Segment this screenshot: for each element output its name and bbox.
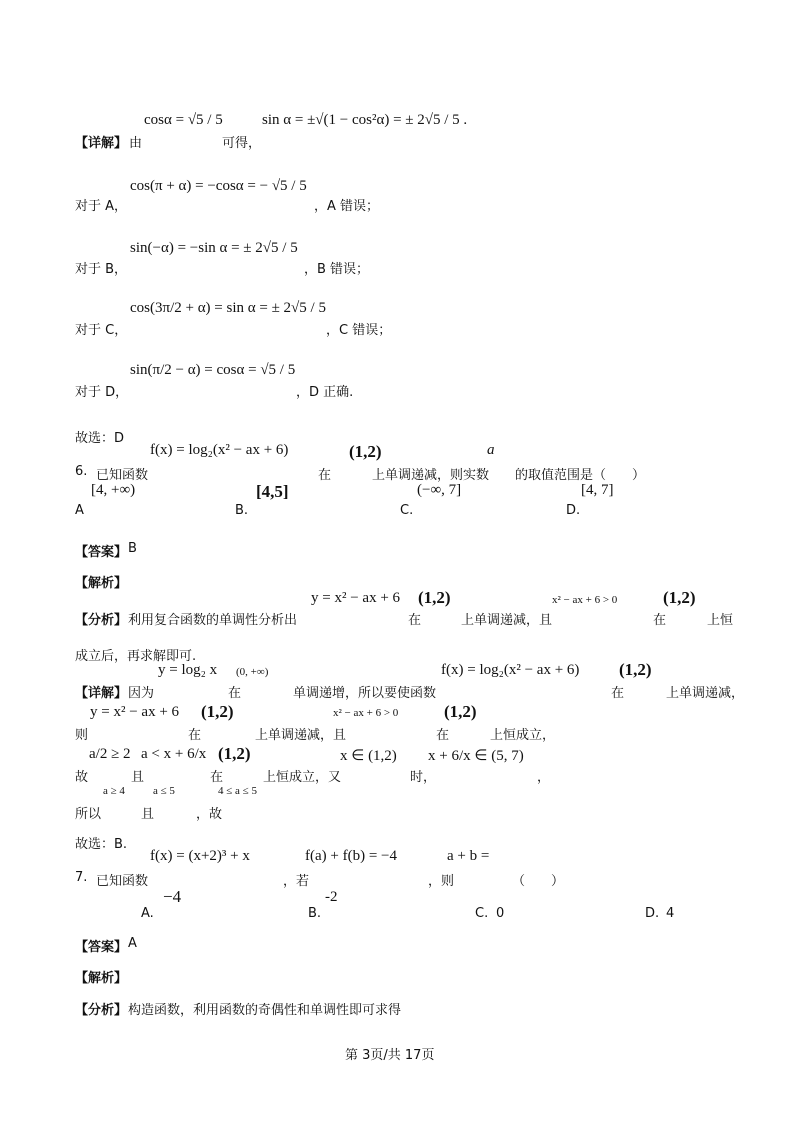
q6-x-f2: f(x) = log₂(x² − ax + 6) bbox=[441, 662, 580, 678]
check-c-verdict: ，C 错误； bbox=[326, 323, 392, 338]
check-b-prefix: 对于 B， bbox=[75, 262, 128, 277]
q6-x-gu: 故 bbox=[75, 770, 89, 785]
q7-paren: （ ） bbox=[512, 874, 565, 889]
q7-answer: A bbox=[128, 936, 137, 951]
q6-text1: 已知函数 bbox=[96, 468, 149, 483]
q6-fenxi-zai2: 在 bbox=[653, 613, 667, 628]
choice-d: 故选：D bbox=[75, 431, 125, 446]
q7-option-d-label: D. bbox=[645, 906, 660, 921]
q6-x-t6: 在 bbox=[188, 728, 202, 743]
q6-text4: 的取值范围是（ ） bbox=[515, 468, 646, 483]
q6-x-t11: 上恒成立，又 bbox=[263, 770, 342, 785]
q6-fenxi-t4: 成立后，再求解即可. bbox=[75, 649, 197, 664]
q6-x-comma: ， bbox=[537, 770, 551, 785]
q6-x-t2: 在 bbox=[228, 686, 242, 701]
q6-fenxi-f2: x² − ax + 6 > 0 bbox=[552, 594, 618, 606]
q6-analysis-label: 【解析】 bbox=[75, 576, 128, 591]
q6-fenxi-f1: y = x² − ax + 6 bbox=[311, 590, 401, 606]
q7-analysis-label: 【解析】 bbox=[75, 971, 128, 986]
q6-x-f6: a < x + 6/x bbox=[141, 746, 207, 762]
q6-fenxi-text: 利用复合函数的单调性分析出 bbox=[128, 613, 298, 628]
sin-formula: sin α = ±√(1 − cos²α) = ± 2√5 / 5 . bbox=[262, 112, 468, 128]
q6-xiangjie-label: 【详解】 bbox=[75, 686, 128, 701]
q6-option-a-label: A bbox=[75, 503, 84, 518]
q6-choice: 故选：B. bbox=[75, 837, 128, 852]
q6-option-d-value: [4, 7] bbox=[581, 482, 614, 498]
q7-option-b-value: -2 bbox=[325, 889, 338, 905]
q6-text2: 在 bbox=[318, 468, 332, 483]
q6-x-t7: 上单调递减，且 bbox=[255, 728, 347, 743]
q7-option-a-label: A. bbox=[141, 906, 154, 921]
q6-x-int4: (1,2) bbox=[218, 744, 251, 763]
q7-fenxi-label: 【分析】 bbox=[75, 1003, 128, 1018]
check-a-formula: cos(π + α) = −cosα = − √5 / 5 bbox=[130, 178, 307, 194]
q6-x-t12: 时， bbox=[410, 770, 437, 785]
q6-x-t9: 上恒成立， bbox=[490, 728, 556, 743]
q6-x-int3: (1,2) bbox=[444, 702, 477, 721]
q7-option-d-value: 4 bbox=[666, 906, 675, 921]
q7-number: 7. bbox=[75, 870, 88, 885]
q7-fenxi-text: 构造函数，利用函数的奇偶性和单调性即可求得 bbox=[128, 1003, 402, 1018]
q7-cond: f(a) + f(b) = −4 bbox=[305, 848, 398, 864]
q7-text1: 已知函数 bbox=[96, 874, 149, 889]
q6-x-f4: x² − ax + 6 > 0 bbox=[333, 707, 399, 719]
q6-x-t4: 在 bbox=[611, 686, 625, 701]
q6-func: f(x) = log₂(x² − ax + 6) bbox=[150, 442, 289, 458]
q6-fenxi-int2: (1,2) bbox=[663, 588, 696, 607]
q6-x-f5: a/2 ≥ 2 bbox=[89, 746, 131, 762]
q6-x-f8: x + 6/x ∈ (5, 7) bbox=[428, 748, 524, 764]
q6-x-int0: (0, +∞) bbox=[236, 666, 269, 678]
check-a-verdict: ，A 错误； bbox=[314, 199, 380, 214]
q6-text3: 上单调递减，则实数 bbox=[372, 468, 490, 483]
q6-x-int2: (1,2) bbox=[201, 702, 234, 721]
q7-option-c-label: C. bbox=[475, 906, 489, 921]
q6-answer-label: 【答案】 bbox=[75, 545, 128, 560]
q6-fenxi-zai: 在 bbox=[408, 613, 422, 628]
q6-x-f9: a ≥ 4 bbox=[103, 785, 125, 797]
q6-fenxi-int: (1,2) bbox=[418, 588, 451, 607]
q6-fenxi-t2: 上单调递减，且 bbox=[461, 613, 553, 628]
q6-x-suoyi: 所以 bbox=[75, 807, 102, 822]
q6-x-f1: y = log₂ x bbox=[158, 662, 218, 678]
check-d-formula: sin(π/2 − α) = cosα = √5 / 5 bbox=[130, 362, 296, 378]
q7-text2: ，若 bbox=[283, 874, 310, 889]
q6-option-b-label: B. bbox=[235, 503, 249, 518]
q6-x-t1: 因为 bbox=[128, 686, 155, 701]
q6-x-t8: 在 bbox=[436, 728, 450, 743]
q6-answer: B bbox=[128, 541, 137, 556]
check-a-prefix: 对于 A， bbox=[75, 199, 128, 214]
q6-x-f3: y = x² − ax + 6 bbox=[90, 704, 180, 720]
q7-answer-label: 【答案】 bbox=[75, 940, 128, 955]
check-b-verdict: ，B 错误； bbox=[304, 262, 370, 277]
q6-x-f11: 4 ≤ a ≤ 5 bbox=[218, 785, 257, 797]
q6-option-c-label: C. bbox=[400, 503, 414, 518]
keyi-text: 可得， bbox=[222, 136, 262, 151]
q7-ask: a + b = bbox=[447, 848, 490, 864]
q6-option-b-value: [4,5] bbox=[256, 482, 289, 501]
q6-x-f10: a ≤ 5 bbox=[153, 785, 175, 797]
check-d-verdict: ，D 正确. bbox=[296, 385, 354, 400]
q7-option-a-value: −4 bbox=[163, 887, 182, 906]
q7-option-b-label: B. bbox=[308, 906, 322, 921]
q6-x-ze: 则 bbox=[75, 728, 89, 743]
q6-var: a bbox=[487, 442, 495, 458]
check-d-prefix: 对于 D， bbox=[75, 385, 129, 400]
q6-number: 6. bbox=[75, 464, 88, 479]
q6-option-c-value: (−∞, 7] bbox=[417, 482, 462, 498]
q7-option-c-value: 0 bbox=[496, 906, 505, 921]
q6-x-int1: (1,2) bbox=[619, 660, 652, 679]
q6-x-t3: 单调递增，所以要使函数 bbox=[293, 686, 437, 701]
q6-x-gu2: ，故 bbox=[196, 807, 223, 822]
check-c-formula: cos(3π/2 + α) = sin α = ± 2√5 / 5 bbox=[130, 300, 326, 316]
q6-interval-top: (1,2) bbox=[349, 442, 382, 461]
q6-option-a-value: [4, +∞) bbox=[91, 482, 136, 498]
q6-x-f7: x ∈ (1,2) bbox=[340, 748, 397, 764]
q7-text3: ，则 bbox=[428, 874, 455, 889]
cos-formula: cosα = √5 / 5 bbox=[144, 112, 223, 128]
q6-fenxi-label: 【分析】 bbox=[75, 613, 128, 628]
q6-fenxi-t3: 上恒 bbox=[707, 613, 734, 628]
page-footer: 第 3页/共 17页 bbox=[345, 1048, 435, 1063]
detail-label: 【详解】 bbox=[75, 136, 128, 151]
q6-x-qie: 且 bbox=[131, 770, 145, 785]
q6-x-t10: 在 bbox=[210, 770, 224, 785]
q6-option-d-label: D. bbox=[566, 503, 581, 518]
q6-x-qie2: 且 bbox=[141, 807, 155, 822]
check-b-formula: sin(−α) = −sin α = ± 2√5 / 5 bbox=[130, 240, 298, 256]
you-text: 由 bbox=[129, 136, 143, 151]
check-c-prefix: 对于 C， bbox=[75, 323, 128, 338]
q6-x-t5: 上单调递减， bbox=[666, 686, 745, 701]
q7-func: f(x) = (x+2)³ + x bbox=[150, 848, 250, 864]
